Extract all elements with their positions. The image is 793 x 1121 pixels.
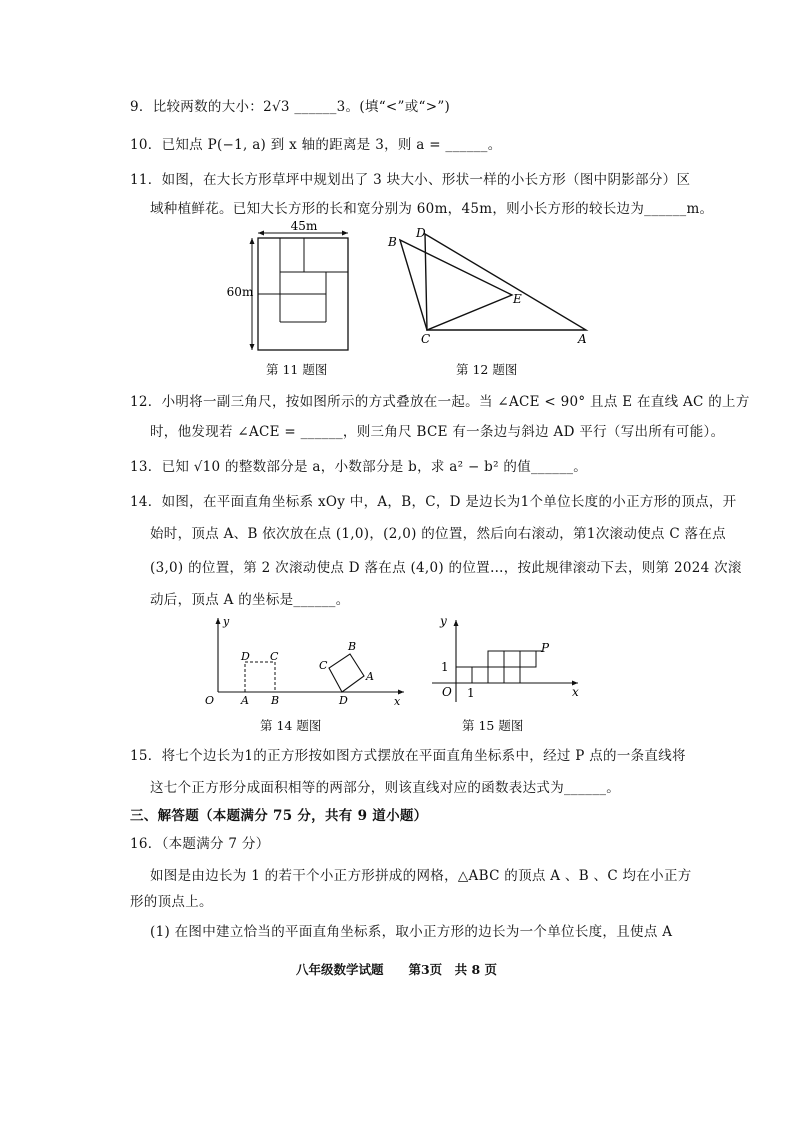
fig12-label-D: D <box>416 226 426 240</box>
page-footer: 八年级数学试题 第3页 共 8 页 <box>295 962 498 977</box>
question-15-line-1: 15．将七个边长为1的正方形按如图方式摆放在平面直角坐标系中，经过 P 点的一条直线将 <box>130 748 686 764</box>
fig15-origin-label: O <box>442 685 452 699</box>
question-11-line-1: 11．如图，在大长方形草坪中规划出了 3 块大小、形状一样的小长方形（图中阴影部分）区 <box>130 172 691 188</box>
fig15-x-axis-label: x <box>572 685 579 699</box>
question-16-line-2: 形的顶点上。 <box>130 894 213 910</box>
question-14-line-1: 14．如图，在平面直角坐标系 xOy 中，A，B，C，D 是边长为1个单位长度的小正方形的顶点，开 <box>130 494 737 510</box>
question-12-line-2: 时，他发现若 ∠ACE = ______，则三角尺 BCE 有一条边与斜边 AD 平行（写出所有可能）。 <box>150 424 725 440</box>
fig12-label-C: C <box>421 332 431 346</box>
fig14-rolled-label-C: C <box>319 659 328 672</box>
fig14-rolled-label-A: A <box>366 670 374 683</box>
fig14-x-axis-label: x <box>394 695 401 707</box>
fig15-y-axis-label: y <box>440 614 447 628</box>
question-9: 9．比较两数的大小：2√3 ______3。(填“<”或“>”) <box>130 99 451 115</box>
question-11-line-2: 域种植鲜花。已知大长方形的长和宽分别为 60m，45m，则小长方形的较长边为______m。 <box>150 201 714 217</box>
fig14-label-A: A <box>241 694 249 707</box>
fig14-label-B: B <box>271 694 280 707</box>
figure-14-caption: 第 14 题图 <box>260 718 322 733</box>
fig14-label-D: D <box>241 650 250 663</box>
figure-15 <box>424 612 589 707</box>
question-13: 13．已知 √10 的整数部分是 a，小数部分是 b，求 a² − b² 的值______。 <box>130 459 588 475</box>
figure-12 <box>380 222 600 347</box>
question-12-line-1: 12．小明将一副三角尺，按如图所示的方式叠放在一起。当 ∠ACE < 90° 且点 E 在直线 AC 的上方 <box>130 394 750 410</box>
fig11-height-label: 60m <box>226 285 254 299</box>
section-3-heading: 三、解答题（本题满分 75 分，共有 9 道小题） <box>130 808 428 824</box>
fig12-label-B: B <box>388 235 397 249</box>
figure-14 <box>198 612 413 707</box>
question-15-line-2: 这七个正方形分成面积相等的两部分，则该直线对应的函数表达式为______。 <box>150 780 621 796</box>
question-10: 10．已知点 P(−1, a) 到 x 轴的距离是 3，则 a = ______。 <box>130 137 502 153</box>
fig15-y-tick-1: 1 <box>441 660 449 674</box>
fig15-x-tick-1: 1 <box>467 686 475 700</box>
question-14-line-2: 始时，顶点 A、B 依次放在点 (1,0)，(2,0) 的位置，然后向右滚动，第1次滚动使点 C 落在点 <box>150 526 726 542</box>
figure-11 <box>222 220 362 360</box>
fig14-y-axis-label: y <box>223 615 230 628</box>
fig14-label-C: C <box>270 650 279 663</box>
question-16-part-1: (1) 在图中建立恰当的平面直角坐标系，取小正方形的边长为一个单位长度，且使点 A <box>150 924 673 940</box>
question-14-line-3: (3,0) 的位置，第 2 次滚动使点 D 落在点 (4,0) 的位置…，按此规律滚动下去，则第 2024 次滚 <box>150 560 742 576</box>
fig14-origin-label: O <box>205 694 215 707</box>
figure-15-caption: 第 15 题图 <box>462 718 524 733</box>
figure-12-caption: 第 12 题图 <box>456 362 518 377</box>
figure-11-caption: 第 11 题图 <box>266 362 328 377</box>
fig12-label-E: E <box>513 292 522 306</box>
fig12-label-A: A <box>578 332 587 346</box>
question-14-line-4: 动后，顶点 A 的坐标是______。 <box>150 592 350 608</box>
question-16-heading: 16．（本题满分 7 分） <box>130 836 270 852</box>
fig11-width-label: 45m <box>290 220 318 233</box>
fig14-rolled-label-B: B <box>348 640 357 653</box>
fig14-rolled-label-D: D <box>339 694 348 707</box>
question-16-line-1: 如图是由边长为 1 的若干个小正方形拼成的网格，△ABC 的顶点 A 、B 、C 均在小正方 <box>150 868 692 884</box>
fig15-label-P: P <box>541 641 550 655</box>
